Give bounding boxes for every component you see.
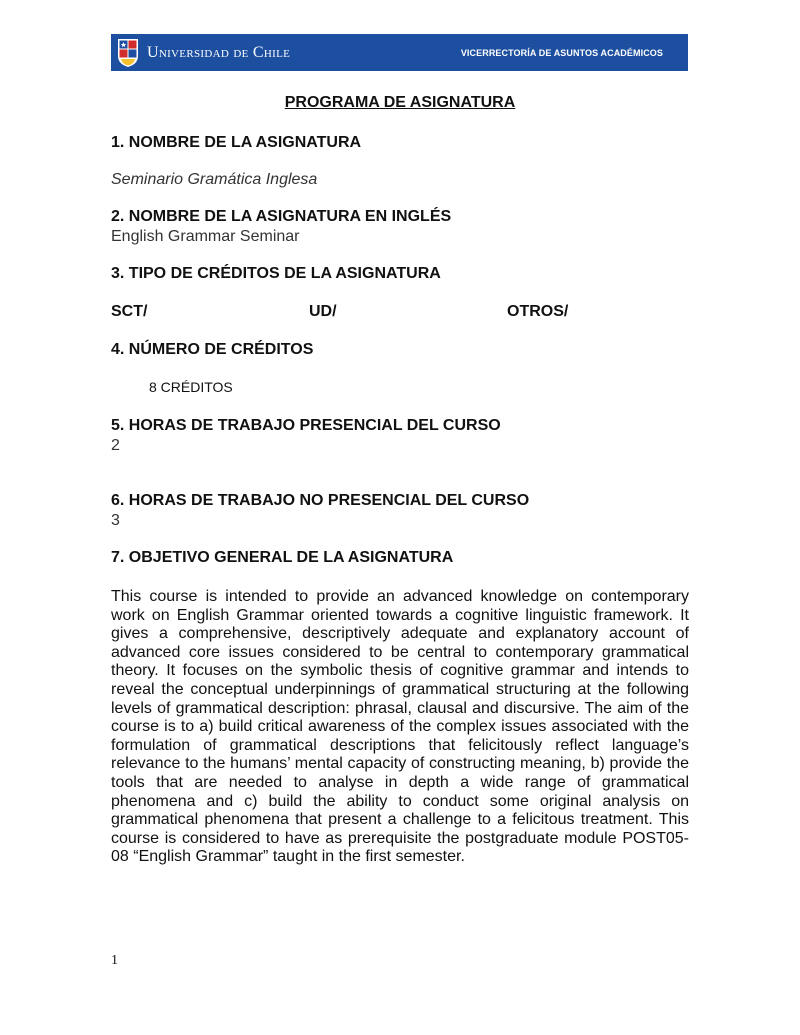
header-banner [111, 34, 688, 71]
document-body [111, 93, 689, 867]
page-title: PROGRAMA DE ASIGNATURA [284, 94, 516, 111]
section-7-heading: 7. OBJETIVO GENERAL DE LA ASIGNATURA [111, 549, 454, 566]
section-5-value: 2 [111, 437, 120, 454]
credit-type-ud: UD/ [309, 303, 337, 320]
section-4-value: 8 CRÉDITOS [149, 379, 233, 395]
section-1-heading: 1. NOMBRE DE LA ASIGNATURA [111, 134, 362, 151]
credit-type-sct: SCT/ [111, 303, 148, 320]
section-4-heading: 4. NÚMERO DE CRÉDITOS [111, 341, 314, 358]
section-2-value: English Grammar Seminar [111, 228, 300, 245]
page-number: 1 [111, 953, 118, 968]
section-3-heading: 3. TIPO DE CRÉDITOS DE LA ASIGNATURA [111, 265, 441, 282]
section-1-value: Seminario Gramática Inglesa [111, 171, 318, 188]
section-5-heading: 5. HORAS DE TRABAJO PRESENCIAL DEL CURSO [111, 417, 501, 434]
university-crest-icon [117, 38, 139, 68]
university-brand [117, 38, 290, 68]
section-2-heading: 2. NOMBRE DE LA ASIGNATURA EN INGLÉS [111, 208, 452, 225]
credit-type-otros: OTROS/ [507, 303, 569, 320]
section-7-body: This course is intended to provide an advanced knowledge on contemporary work on English Grammar oriented towards a cognitive linguistic framework. It gives a comprehensive, descriptively adequate and explanatory account of advanced core issues considered to be central to contemporary grammatical theory. It focuses on the symbolic thesis of cognitive grammar and intends to reveal the conceptual underpinnings of grammatical structuring at the following levels of grammatical description: phrasal, clausal and discursive. The aim of the course is to a) build critical awareness of the complex issues associated with the formulation of grammatical descriptions that felicitously reflect language’s relevance to the humans’ mental capacity of constructing meaning, b) provide the tools that are needed to analyse in depth a wide range of grammatical phenomena and c) build the ability to conduct some original analysis on grammatical phenomena that present a challenge to a felicitous treatment. This course is considered to have as prerequisite the postgraduate module POST05-08 “English Grammar” taught in the first semester. [111, 588, 689, 866]
university-name: Universidad de Chile [147, 43, 291, 61]
office-name: VICERRECTORÍA DE ASUNTOS ACADÉMICOS [460, 47, 663, 58]
section-6-heading: 6. HORAS DE TRABAJO NO PRESENCIAL DEL CURSO [111, 492, 530, 509]
credit-types-row [111, 302, 689, 322]
section-6-value: 3 [111, 512, 120, 529]
